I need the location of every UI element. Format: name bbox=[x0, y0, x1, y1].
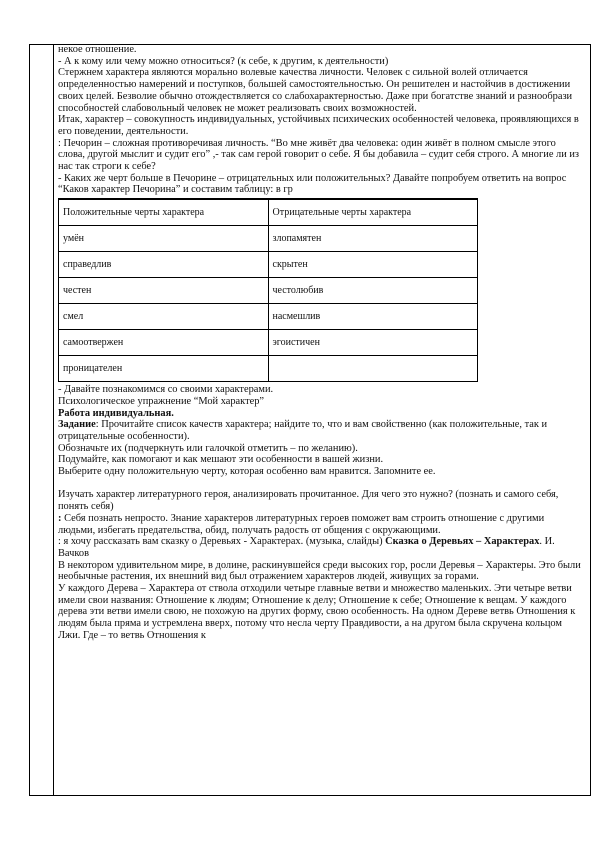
paragraph: Выберите одну положительную черту, которая особенно вам нравится. Запомните ее. bbox=[58, 466, 436, 478]
paragraph: : Печорин – сложная противоречивая личность. “Во мне живёт два человека: один живёт в полном смысле этого слова, другой мыслит и судит его” ,- так сам герой говорит о себе. Я бы добавила – судит себя строго. А многие ли из нас так строги к себе? bbox=[58, 137, 580, 173]
paragraph-text: : я хочу рассказать вам сказку о Деревьях - Характерах. (музыка, слайды) bbox=[58, 536, 386, 548]
paragraph: - Каких же черт больше в Печорине – отрицательных или положительных? Давайте попробуем ответить на вопрос “Каков характер Печорина” и составим таблицу: в гр bbox=[58, 172, 567, 196]
table-row bbox=[59, 252, 478, 278]
paragraph: Подумайте, как помогают и как мешают эти особенности в вашей жизни. bbox=[58, 454, 384, 466]
header-negative: Отрицательные черты характера bbox=[268, 199, 478, 226]
task-label: Задание bbox=[58, 419, 96, 431]
paragraph-text: Себя познать непросто. Знание характеров литературных героев поможет вам строить отношение с другими людьми, избегать предательства, обид, получать радость от общения с окружающими. bbox=[58, 512, 545, 536]
tale-author: . И. Вачков bbox=[58, 536, 555, 559]
positive-trait: самоотвержен bbox=[59, 330, 269, 356]
positive-trait: справедлив bbox=[59, 252, 269, 278]
paragraph bbox=[58, 536, 583, 559]
positive-trait: проницателен bbox=[59, 356, 269, 382]
paragraph: У каждого Дерева – Характера от ствола отходили четыре главные ветви и множество маленьких. Эти четыре ветви имели свои названия: Отношение к людям; Отношение к делу; Отношение к себе; Отношение к вещам. У каждого дерева эти ветви имели свою, не похожую на других форму, свою особенность. На одном Дереве ветвь Отношения к людям была пряма и устремлена вверх, потому что несла черту Правдивости, а на другом была скручена кольцом Лжи. Где – то ветвь Отношения к bbox=[58, 583, 576, 641]
paragraph: некое отношение. bbox=[58, 44, 137, 55]
paragraph: Итак, характер – совокупность индивидуальных, устойчивых психических особенностей человека, проявляющихся в его поведении, деятельности. bbox=[58, 114, 579, 137]
paragraph: Психологическое упражнение “Мой характер” bbox=[58, 395, 265, 407]
work-title: Работа индивидуальная. bbox=[58, 407, 174, 419]
paragraph: Изучать характер литературного героя, анализировать прочитанное. Для чего это нужно? (познать и самого себя, понять себя) bbox=[58, 489, 559, 513]
colon-mark: : bbox=[58, 512, 62, 524]
table-header-row bbox=[59, 199, 478, 226]
table-row bbox=[59, 304, 478, 330]
task-paragraph bbox=[58, 419, 583, 442]
paragraph bbox=[58, 513, 583, 536]
positive-trait: умён bbox=[59, 226, 269, 252]
positive-trait: смел bbox=[59, 304, 269, 330]
negative-trait: эгоистичен bbox=[268, 330, 478, 356]
table-row bbox=[59, 278, 478, 304]
negative-trait: скрытен bbox=[268, 252, 478, 278]
paragraph: В некотором удивительном мире, в долине, раскинувшейся среди высоких гор, росли Деревья – Характеры. Это были необычные растения, их внешний вид был отражением характеров людей, живущих за горами. bbox=[58, 559, 581, 583]
table-right-border bbox=[590, 44, 591, 796]
positive-trait: честен bbox=[59, 278, 269, 304]
table-column-divider bbox=[53, 44, 54, 796]
negative-trait: злопамятен bbox=[268, 226, 478, 252]
table-row bbox=[59, 356, 478, 382]
blank-line bbox=[58, 478, 583, 490]
negative-trait bbox=[268, 356, 478, 382]
task-text: : Прочитайте список качеств характера; найдите то, что и вам свойственно (как положительные, так и отрицательные особенности). bbox=[58, 419, 548, 442]
negative-trait: честолюбив bbox=[268, 278, 478, 304]
table-left-border bbox=[29, 44, 30, 796]
paragraph: Обозначьте их (подчеркнуть или галочкой отметить – по желанию). bbox=[58, 442, 358, 454]
paragraph: - Давайте познакомимся со своими характерами. bbox=[58, 384, 274, 396]
table-row bbox=[59, 330, 478, 356]
table-row bbox=[59, 226, 478, 252]
header-positive: Положительные черты характера bbox=[59, 199, 269, 226]
lesson-text bbox=[58, 44, 583, 642]
paragraph: - А к кому или чему можно относиться? (к себе, к другим, к деятельности) bbox=[58, 55, 389, 67]
negative-trait: насмешлив bbox=[268, 304, 478, 330]
paragraph: Стержнем характера являются морально волевые качества личности. Человек с сильной волей отличается определенностью намерений и поступков, большей самостоятельностью. Он решителен и настойчив в достижении своих целей. Безволие обычно отождествляется со слабохарактерностью. Даже при богатстве знаний и разнообрази способностей слабовольный человек не может реализовать своих возможностей. bbox=[58, 67, 573, 114]
tale-title: Сказка о Деревьях – Характерах bbox=[385, 536, 540, 548]
character-traits-table bbox=[58, 198, 478, 382]
